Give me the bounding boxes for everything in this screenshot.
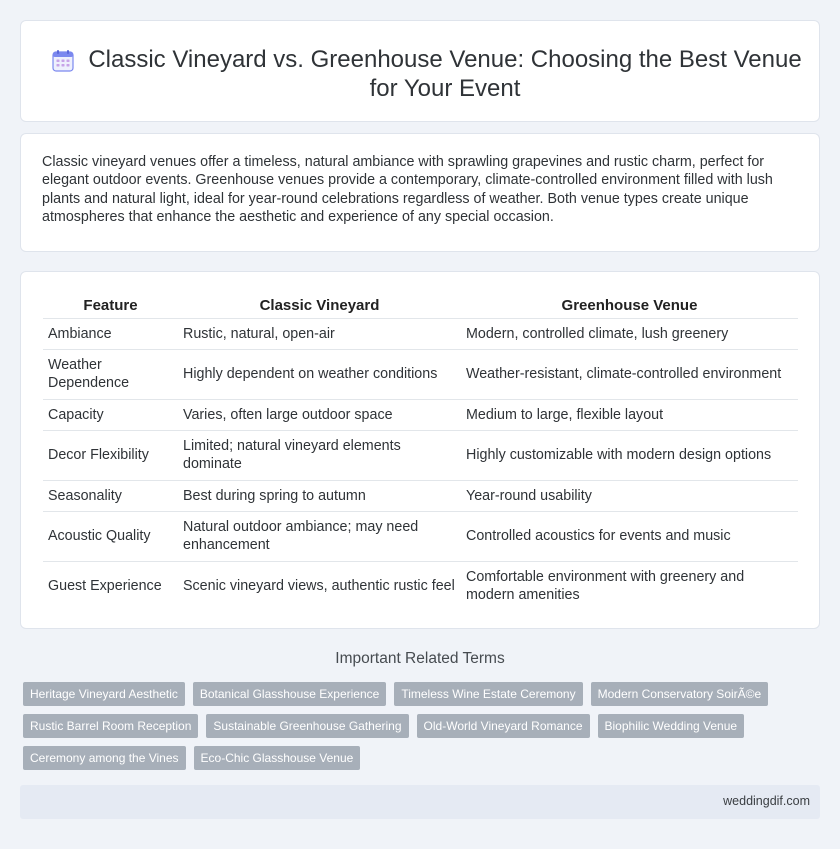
table-row — [43, 561, 798, 611]
vineyard-cell: Best during spring to autumn — [178, 480, 461, 511]
related-terms-title: Important Related Terms — [335, 650, 505, 667]
greenhouse-cell: Highly customizable with modern design options — [461, 430, 798, 480]
table-row — [43, 480, 798, 511]
title-card — [20, 20, 820, 122]
vineyard-cell: Rustic, natural, open-air — [178, 318, 461, 349]
table-row — [43, 349, 798, 399]
intro-card — [20, 133, 820, 252]
feature-cell: Seasonality — [43, 480, 178, 511]
greenhouse-cell: Medium to large, flexible layout — [461, 399, 798, 430]
table-row — [43, 399, 798, 430]
calendar-icon — [51, 49, 75, 73]
table-header-row — [43, 296, 798, 318]
vineyard-cell: Varies, often large outdoor space — [178, 399, 461, 430]
table-row — [43, 318, 798, 349]
vineyard-cell: Scenic vineyard views, authentic rustic feel — [178, 561, 461, 611]
greenhouse-cell: Year-round usability — [461, 480, 798, 511]
greenhouse-cell: Weather-resistant, climate-controlled environment — [461, 349, 798, 399]
feature-cell: Decor Flexibility — [43, 430, 178, 480]
greenhouse-cell: Controlled acoustics for events and music — [461, 511, 798, 561]
footer — [20, 785, 820, 819]
related-term-tag[interactable]: Timeless Wine Estate Ceremony — [394, 682, 582, 706]
related-term-tag[interactable]: Sustainable Greenhouse Gathering — [206, 714, 408, 738]
footer-site-link[interactable]: weddingdif.com — [723, 794, 810, 808]
intro-paragraph: Classic vineyard venues offer a timeless, natural ambiance with sprawling grapevines and rustic charm, perfect for elegant outdoor events. Greenhouse venues provide a contemporary, climate-controlled environment filled with lush plants and natural light, ideal for year-round celebrations regardless of weather. Both venue types create unique atmospheres that enhance the aesthetic and experience of any special occasion. — [42, 154, 773, 226]
page-title: Classic Vineyard vs. Greenhouse Venue: Choosing the Best Venue for Your Event — [88, 46, 802, 102]
vineyard-cell: Limited; natural vineyard elements dominate — [178, 430, 461, 480]
header-feature: Feature — [83, 297, 138, 315]
comparison-card — [20, 271, 820, 629]
related-term-tag[interactable]: Old-World Vineyard Romance — [417, 714, 590, 738]
vineyard-cell: Highly dependent on weather conditions — [178, 349, 461, 399]
table-row — [43, 511, 798, 561]
related-terms-list — [23, 682, 823, 778]
comparison-table — [43, 296, 798, 611]
feature-cell: Acoustic Quality — [43, 511, 178, 561]
greenhouse-cell: Modern, controlled climate, lush greenery — [461, 318, 798, 349]
feature-cell: Weather Dependence — [43, 349, 178, 399]
related-term-tag[interactable]: Biophilic Wedding Venue — [598, 714, 745, 738]
related-term-tag[interactable]: Rustic Barrel Room Reception — [23, 714, 198, 738]
related-term-tag[interactable]: Ceremony among the Vines — [23, 746, 186, 770]
header-greenhouse-venue: Greenhouse Venue — [561, 297, 698, 315]
related-term-tag[interactable]: Eco-Chic Glasshouse Venue — [194, 746, 361, 770]
feature-cell: Ambiance — [43, 318, 178, 349]
feature-cell: Capacity — [43, 399, 178, 430]
related-term-tag[interactable]: Botanical Glasshouse Experience — [193, 682, 386, 706]
greenhouse-cell: Comfortable environment with greenery and modern amenities — [461, 561, 798, 611]
related-term-tag[interactable]: Modern Conservatory SoirÃ©e — [591, 682, 769, 706]
header-classic-vineyard: Classic Vineyard — [259, 297, 380, 315]
feature-cell: Guest Experience — [43, 561, 178, 611]
table-row — [43, 430, 798, 480]
related-term-tag[interactable]: Heritage Vineyard Aesthetic — [23, 682, 185, 706]
vineyard-cell: Natural outdoor ambiance; may need enhancement — [178, 511, 461, 561]
